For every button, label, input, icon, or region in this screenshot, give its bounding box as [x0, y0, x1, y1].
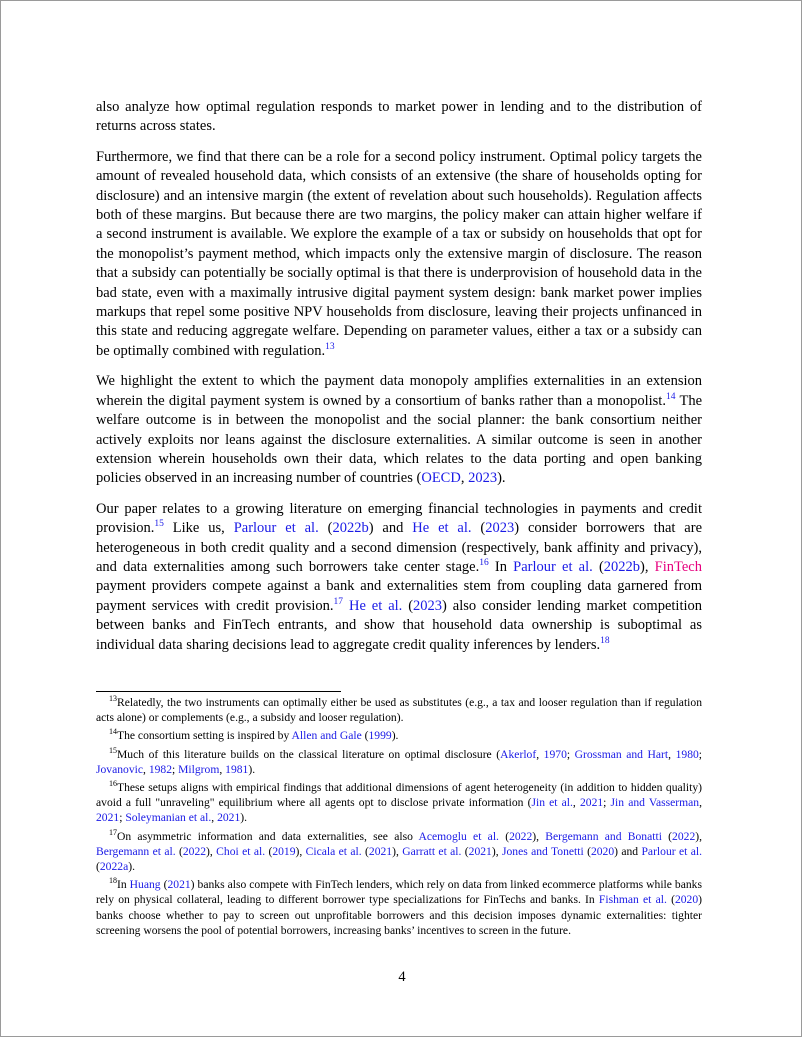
text-run: ;	[172, 762, 179, 776]
text-run: ).	[248, 762, 256, 776]
footnote-marker[interactable]	[600, 636, 610, 646]
citation-link[interactable]: Huang	[129, 878, 161, 892]
text-run: ,	[699, 796, 703, 810]
text-run: ) consider borrowers that are heterogeneous in both credit quality and a second dimension (respectively, bank affinity and privacy), and data externalities among such borrowers take center stage.	[96, 520, 703, 575]
citation-link[interactable]: Jovanovic	[96, 762, 144, 776]
text-run: The consortium setting is inspired by	[117, 729, 292, 743]
text-run: ).	[391, 729, 399, 743]
citation-link[interactable]: Choi et al.	[216, 844, 266, 858]
citation-link[interactable]: Grossman and Hart	[574, 747, 669, 761]
citation-link[interactable]: Milgrom	[178, 762, 220, 776]
text-run: Relatedly, the two instruments can optimally either be used as substitutes (e.g., a tax and looser regulation than if regulation acts alone) or complements (e.g., a subsidy and looser regulation).	[96, 696, 702, 725]
text-run: (	[265, 844, 273, 858]
paragraph	[96, 500, 702, 655]
citation-link[interactable]: 2022b	[603, 558, 641, 575]
footnote-rule	[96, 691, 341, 692]
text-run: ).	[128, 860, 135, 874]
text-run: ),	[295, 844, 306, 858]
citation-link[interactable]: 2021	[368, 844, 393, 858]
citation-link[interactable]: Parlour et al.	[641, 844, 702, 858]
footnote-marker[interactable]	[325, 342, 335, 352]
footnote-14	[96, 728, 702, 743]
citation-link[interactable]: Akerlof	[500, 747, 537, 761]
citation-link[interactable]: 1970	[543, 747, 567, 761]
text-run: ) and	[614, 844, 642, 858]
citation-link[interactable]: Parlour et al.	[233, 520, 319, 537]
citation-link[interactable]: 2022a	[99, 860, 129, 874]
footnotes	[96, 695, 702, 941]
text-run: ;	[566, 747, 575, 761]
text-run: We highlight the extent to which the payment data monopoly amplifies externalities in an extension wherein the digital payment system is owned by a consortium of banks rather than a monopolist.	[96, 373, 702, 409]
text-run: ,	[219, 762, 226, 776]
text-run: ,	[211, 811, 218, 825]
text-run: ,	[460, 470, 469, 487]
citation-link[interactable]: 2021	[96, 811, 120, 825]
citation-link[interactable]: Allen and Gale	[291, 729, 362, 743]
footnote-marker: 18	[109, 876, 117, 886]
citation-link[interactable]: 1980	[675, 747, 699, 761]
text-run: ;	[698, 747, 703, 761]
citation-link[interactable]: 2021	[468, 844, 492, 858]
text-run: ),	[206, 844, 217, 858]
text-run: (	[661, 829, 673, 843]
text-run: ),	[491, 844, 502, 858]
footnote-link[interactable]: 17	[333, 596, 344, 607]
citation-link[interactable]: OECD	[421, 470, 461, 487]
footnote-marker[interactable]	[154, 519, 164, 529]
citation-link[interactable]: 2022b	[332, 520, 369, 537]
text-run: ;	[603, 796, 611, 810]
text-run: ) banks choose whether to pay to screen out unprofitable borrowers and this decision imposes dynamic externalities: tighter screening worsens the pool of potential borrowers, increasing banks’ incentives to screen in the future.	[96, 893, 702, 937]
text-run: payment providers compete against a bank and externalities stem from coupling data garnered from payment services with credit provision.	[96, 578, 702, 614]
text-run: Much of this literature builds on the classical literature on optimal disclosure (	[117, 747, 501, 761]
text-run: ) and	[368, 520, 413, 537]
text-run: ,	[668, 747, 676, 761]
text-run: ).	[240, 811, 248, 825]
footnote-marker: 16	[109, 779, 117, 789]
text-run: On asymmetric information and data externalities, see also	[117, 829, 419, 843]
citation-link[interactable]: 2022	[509, 829, 533, 843]
citation-link[interactable]: 1999	[368, 729, 392, 743]
citation-link[interactable]: 2019	[272, 844, 296, 858]
citation-link[interactable]: Jin et al.	[531, 796, 573, 810]
citation-link[interactable]: He et al.	[412, 520, 472, 537]
citation-link[interactable]: Jin and Vasserman	[610, 796, 700, 810]
citation-link[interactable]: 2022	[672, 829, 696, 843]
footnote-marker: 13	[109, 694, 117, 704]
citation-link[interactable]: Parlour et al.	[513, 558, 593, 575]
footnote-link[interactable]: 14	[665, 391, 676, 402]
citation-link[interactable]: 2023	[485, 520, 515, 537]
text-run: ) banks also compete with FinTech lenders, which rely on data from linked ecommerce platforms while banks rely on physical collateral, leading to different borrower type specializations for FinTechs and banks. In	[96, 878, 702, 907]
paragraph	[96, 98, 702, 137]
text-run: also analyze how optimal regulation responds to market power in lending and to the distribution of returns across states.	[96, 99, 702, 135]
citation-link[interactable]: 2021	[579, 796, 604, 810]
citation-link[interactable]: Acemoglu et al.	[418, 829, 499, 843]
citation-link[interactable]: 2022	[182, 844, 207, 858]
text-run: Like us,	[163, 520, 234, 537]
footnote-link[interactable]: 18	[600, 635, 610, 646]
page-number: 4	[398, 969, 406, 985]
footnote-marker[interactable]	[479, 558, 489, 568]
citation-link[interactable]: 2021	[167, 878, 191, 892]
text-run: (	[96, 860, 100, 874]
citation-link[interactable]: 2021	[217, 811, 241, 825]
footnote-marker: 14	[109, 727, 117, 737]
citation-link[interactable]: 2023	[468, 470, 498, 487]
footnote-18	[96, 877, 702, 938]
footnote-link[interactable]: 13	[325, 342, 335, 353]
text-run: (	[160, 878, 168, 892]
text-run: ,	[143, 762, 149, 776]
text-run: ),	[392, 844, 403, 858]
text-run: (	[402, 597, 414, 614]
citation-link[interactable]: Soleymanian et al.	[125, 811, 212, 825]
text-run: These setups aligns with empirical findings that additional dimensions of agent heterogeneity (in addition to hidden quality) avoid a full "unraveling" equilibrium where all agents opt to disclose private information (	[96, 781, 702, 810]
text-run: Our paper relates to a growing literature on emerging financial technologies in payments and credit provision.	[96, 500, 702, 537]
text-run: ;	[119, 811, 126, 825]
citation-link[interactable]: Jones and Tonetti	[501, 844, 584, 858]
footnote-16	[96, 780, 702, 826]
text-run: (	[318, 520, 333, 537]
footnote-17	[96, 829, 702, 875]
citation-link[interactable]: 2020	[590, 844, 615, 858]
text-run: (	[592, 558, 604, 575]
text-run: In	[117, 878, 130, 892]
glossary-link[interactable]: FinTech	[654, 558, 702, 575]
text-run: (	[175, 844, 183, 858]
citation-link[interactable]: Garratt et al.	[402, 844, 462, 858]
text-run: (	[471, 520, 486, 537]
text-run: In	[488, 558, 514, 575]
citation-link[interactable]: He et al.	[348, 597, 403, 614]
citation-link[interactable]: Bergemann et al.	[96, 844, 176, 858]
text-run: ,	[536, 747, 544, 761]
text-run: (	[461, 844, 469, 858]
text-run: (	[361, 729, 369, 743]
footnote-marker[interactable]	[334, 597, 344, 607]
text-run: (	[666, 893, 675, 907]
text-run: (	[361, 844, 369, 858]
citation-link[interactable]: 2020	[674, 893, 699, 907]
footnote-link[interactable]: 16	[479, 558, 489, 569]
text-run: ),	[640, 558, 655, 575]
citation-link[interactable]: 2023	[413, 597, 443, 614]
text-run: ),	[532, 829, 546, 843]
citation-link[interactable]: Bergemann and Bonatti	[545, 829, 662, 843]
text-run: The welfare outcome is in between the monopolist and the social planner: the bank consortium neither actively exploits nor leans against the disclosure externalities. A similar outcome is seen in another extension wherein households own their data, which relates to the data porting and open banking policies observed in an increasing number of countries (	[96, 392, 703, 487]
text-run: ,	[572, 796, 580, 810]
citation-link[interactable]: Fishman et al.	[598, 893, 667, 907]
footnote-marker: 17	[109, 827, 117, 837]
text-run: ).	[497, 470, 506, 487]
citation-link[interactable]: 1981	[225, 762, 249, 776]
text-run: Furthermore, we find that there can be a role for a second policy instrument. Optimal policy targets the amount of revealed household data, which consists of an extensive (the share of households opting for disclosure) and an intensive margin (the extent of revelation about such households). Regulation affects both of these margins. But because there are two margins, the policy maker can attain higher welfare if a second instrument is available. We explore the example of a tax or subsidy on households that opt for the monopolist’s payment method, which impacts only the extensive margin of disclosure. The reason that a subsidy can potentially be socially optimal is that there is underprovision of household data in the bad state, even with a maximally intrusive digital payment system design: bank market power implies markups that repel some positive NPV households from disclosure, leaving their projects unfinanced in this state and reducing aggregate welfare. Depending on parameter values, either a tax or a subsidy can be optimally combined with regulation.	[96, 148, 702, 359]
citation-link[interactable]: Cicala et al.	[305, 844, 362, 858]
text-run: (	[583, 844, 591, 858]
footnote-marker: 15	[109, 745, 117, 755]
paragraph	[96, 372, 702, 488]
footnote-link[interactable]: 15	[154, 519, 164, 530]
citation-link[interactable]: 1982	[148, 762, 172, 776]
body-text	[96, 98, 702, 655]
footnote-15	[96, 747, 702, 777]
footnote-13	[96, 695, 702, 725]
paragraph	[96, 148, 702, 361]
text-run: ) also consider lending market competition between banks and FinTech entrants, and show that household data ownership is suboptimal as individual data sharing decisions lead to aggregate credit quality inferences by lenders.	[96, 597, 702, 653]
text-run: ),	[695, 829, 702, 843]
text-run: (	[498, 829, 510, 843]
